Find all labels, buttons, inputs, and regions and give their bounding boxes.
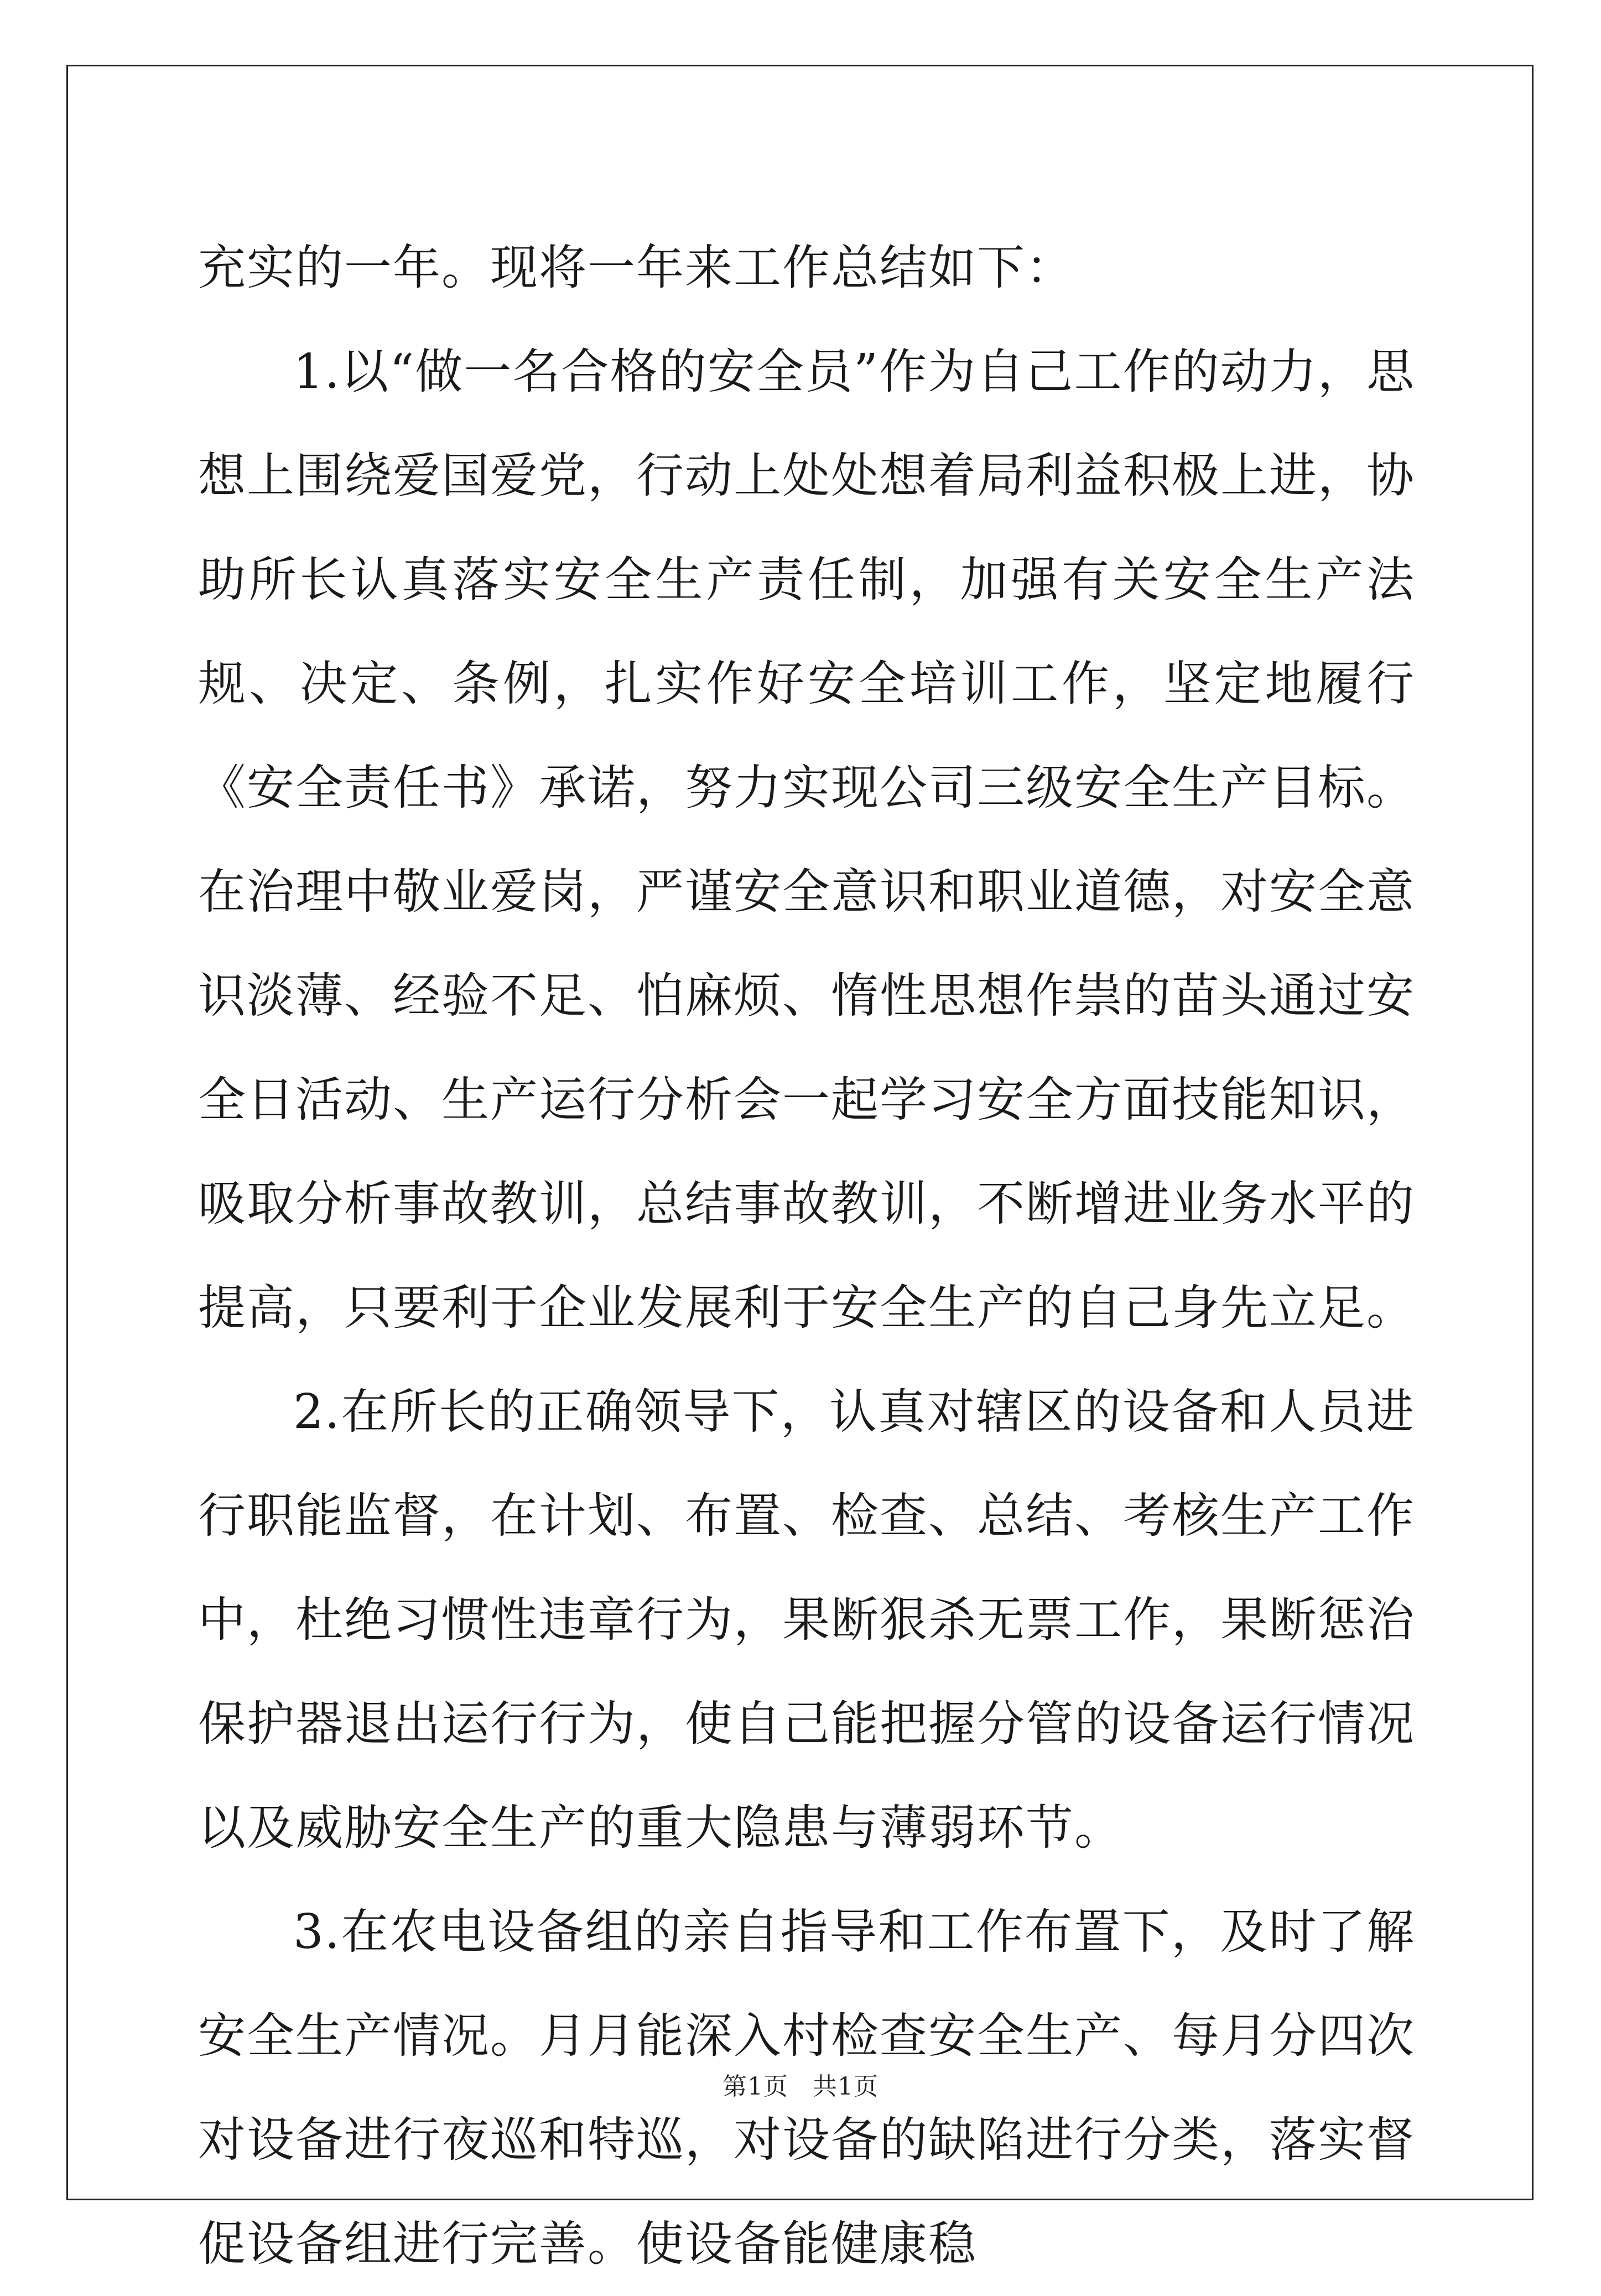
paragraph-item-1: 1.以“做一名合格的安全员”作为自己工作的动力，思想上围绕爱国爱党，行动上处处想着局利益积极上进，协助所长认真落实安全生产责任制，加强有关安全生产法规、决定、条例，扎实作好安全培训工作，坚定地履行《安全责任书》承诺，努力实现公司三级安全生产目标。在治理中敬业爱岗，严谨安全意识和职业道德，对安全意识淡薄、经验不足、怕麻烦、惰性思想作祟的苗头通过安全日活动、生产运行分析会一起学习安全方面技能知识，吸取分析事故教训，总结事故教训，不断增进业务水平的提高，只要利于企业发展利于安全生产的自己身先立足。 [198, 344, 1415, 1336]
page-number: 第1页 [722, 2072, 788, 2101]
document-body [198, 216, 1415, 2296]
paragraph-intro: 充实的一年。现将一年来工作总结如下： [198, 240, 1074, 295]
paragraph-item-3: 3.在农电设备组的亲自指导和工作布置下，及时了解安全生产情况。月月能深入村检查安全生产、每月分四次对设备进行夜巡和特巡，对设备的缺陷进行分类，落实督促设备组进行完善。使设备能健康稳 [198, 1904, 1415, 2272]
page-total: 共1页 [813, 2072, 879, 2101]
page-footer [0, 2066, 1601, 2102]
paragraph-item-2: 2.在所长的正确领导下，认真对辖区的设备和人员进行职能监督，在计划、布置、检查、总结、考核生产工作中，杜绝习惯性违章行为，果断狠杀无票工作，果断惩治保护器退出运行行为，使自己能把握分管的设备运行情况以及威胁安全生产的重大隐患与薄弱环节。 [198, 1384, 1415, 1856]
